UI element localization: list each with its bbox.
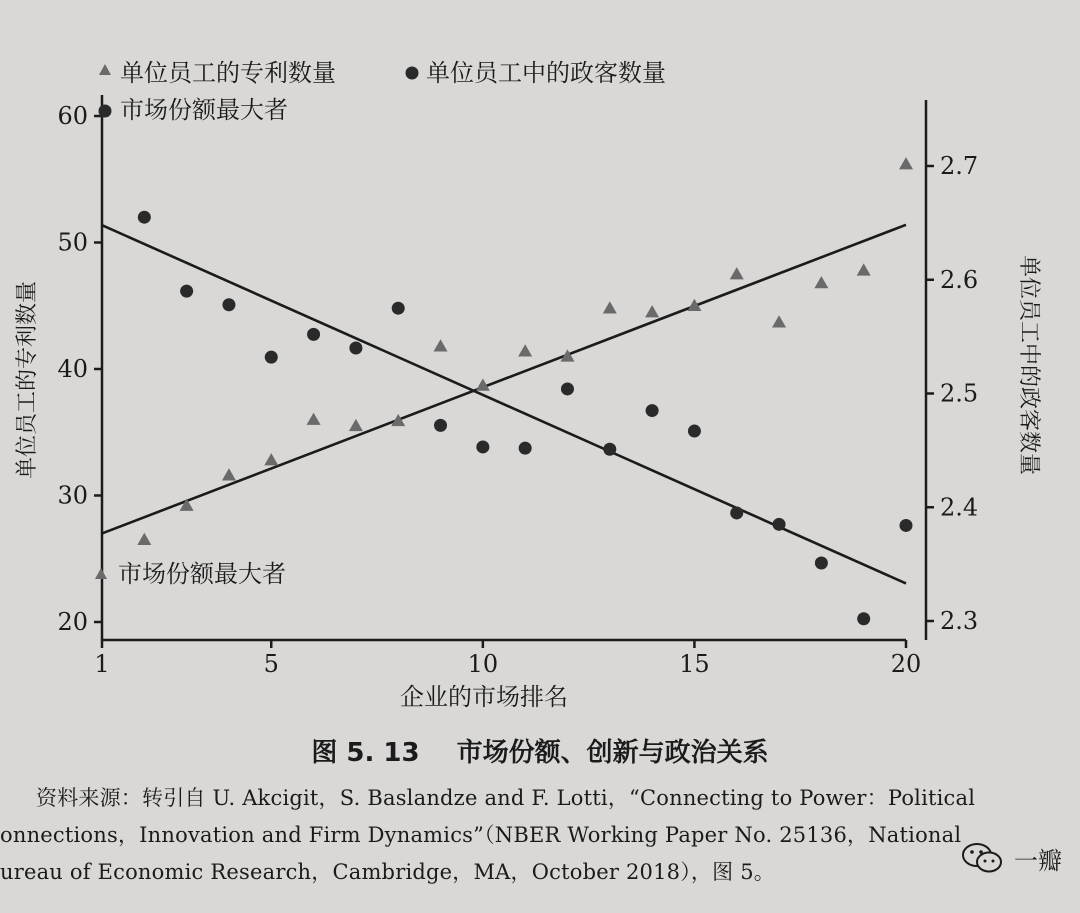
y-left-tick-label: 20 — [57, 608, 88, 636]
patent-point — [899, 157, 913, 169]
legend-leader-triangle-marker — [95, 568, 107, 579]
legend-leader-triangle-label: 市场份额最大者 — [118, 560, 286, 588]
patent-point — [349, 419, 363, 431]
patent-point — [814, 276, 828, 288]
patent-point — [137, 533, 151, 545]
patent-point — [603, 301, 617, 313]
y-right-tick-label: 2.6 — [940, 265, 979, 294]
figure-title: 市场份额、创新与政治关系 — [456, 738, 769, 768]
politician-point — [180, 285, 193, 298]
patent-point — [730, 267, 744, 279]
politician-point — [222, 298, 235, 311]
politician-point — [857, 612, 870, 625]
patent-point — [645, 305, 659, 317]
y-left-tick-label: 40 — [57, 355, 88, 383]
y-right-tick-label: 2.3 — [940, 607, 979, 635]
legend — [95, 59, 666, 588]
patent-point — [222, 468, 236, 480]
politician-point — [392, 302, 405, 315]
source-line-3: ureau of Economic Research，Cambridge，MA，October 2018），图 5。 — [0, 860, 775, 884]
legend-leader-circle-marker — [99, 105, 112, 118]
y-left-tick-label: 60 — [57, 102, 88, 130]
data-points — [137, 157, 913, 625]
patents-fit-line — [102, 225, 906, 534]
trend-lines — [102, 225, 906, 584]
patent-point — [391, 414, 405, 426]
politician-point — [138, 211, 151, 224]
patent-point — [857, 263, 871, 275]
politician-point — [900, 519, 913, 532]
legend-triangle-marker — [99, 64, 111, 75]
watermark-text: 一瓣 — [1014, 846, 1062, 875]
politician-point — [349, 342, 362, 355]
politician-point — [434, 419, 447, 432]
axes — [57, 95, 978, 678]
politician-point — [730, 506, 743, 519]
watermark — [960, 840, 1062, 876]
legend-leader-circle-label: 市场份额最大者 — [120, 96, 288, 124]
politician-point — [646, 404, 659, 417]
x-tick-label: 5 — [263, 650, 279, 678]
politician-point — [476, 440, 489, 453]
politician-point — [307, 328, 320, 341]
patent-point — [772, 315, 786, 327]
source-note — [0, 780, 1060, 891]
wechat-icon — [960, 840, 1004, 876]
legend-circle-marker — [406, 67, 419, 80]
figure-number: 图 5. 13 — [311, 738, 420, 768]
patent-point — [264, 453, 278, 465]
x-tick-label: 1 — [94, 650, 110, 678]
y-right-tick-label: 2.7 — [940, 152, 979, 180]
patent-point — [307, 413, 321, 425]
y-right-tick-label: 2.5 — [940, 379, 979, 408]
y-axis-left-label: 单位员工的专利数量 — [15, 280, 40, 480]
x-tick-label: 20 — [890, 650, 922, 678]
patent-point — [518, 344, 532, 356]
legend-politicians-label: 单位员工中的政客数量 — [426, 59, 666, 87]
legend-patents-label: 单位员工的专利数量 — [120, 59, 336, 87]
politicians-fit-line — [102, 225, 906, 583]
y-axis-right-label: 单位员工中的政客数量 — [1016, 254, 1041, 476]
x-tick-label: 15 — [679, 650, 710, 678]
source-line-1: 资料来源：转引自 U. Akcigit，S. Baslandze and F. Lotti，“Connecting to Power：Political — [36, 786, 976, 810]
patent-point — [434, 339, 448, 351]
y-right-tick-label: 2.4 — [940, 493, 979, 522]
y-left-tick-label: 30 — [57, 481, 88, 510]
politician-point — [265, 351, 278, 364]
source-line-2: onnections，Innovation and Firm Dynamics”（NBER Working Paper No. 25136，National — [0, 823, 962, 847]
politician-point — [561, 382, 574, 395]
politician-point — [603, 443, 616, 456]
politician-point — [519, 442, 532, 455]
y-left-tick-label: 50 — [57, 228, 88, 257]
figure-caption — [0, 732, 1080, 769]
politician-point — [688, 425, 701, 438]
x-axis-label: 企业的市场排名 — [400, 683, 568, 711]
politician-point — [773, 518, 786, 531]
politician-point — [815, 556, 828, 569]
x-tick-label: 10 — [467, 650, 499, 678]
